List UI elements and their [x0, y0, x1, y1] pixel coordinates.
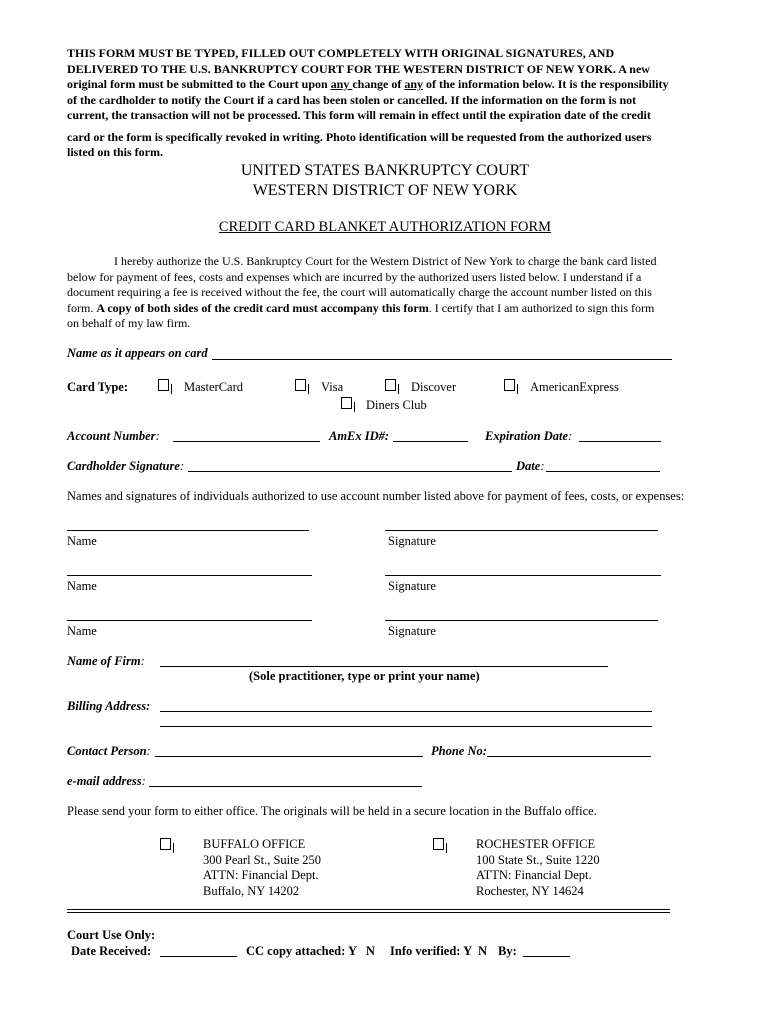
mastercard-label: MasterCard — [184, 380, 244, 394]
notice-line: THIS FORM MUST BE TYPED, FILLED OUT COMPLETELY WITH ORIGINAL SIGNATURES, AND — [67, 46, 615, 60]
name-on-card-input[interactable] — [212, 359, 672, 360]
auth-line: on behalf of my law firm. — [67, 316, 191, 330]
court-name: UNITED STATES BANKRUPTCY COURT — [240, 162, 530, 179]
card-type-label: Card Type: — [67, 380, 128, 394]
by-input[interactable] — [523, 956, 570, 957]
email-label: e-mail address: — [67, 774, 146, 788]
address-line: 100 State St., Suite 1220 — [476, 852, 600, 867]
name-label: Name — [67, 534, 97, 548]
info-verified-label: Info verified: Y N — [390, 944, 487, 958]
name-label: Name — [67, 579, 97, 593]
authorized-signature-input-2[interactable] — [385, 575, 661, 576]
address-line: ATTN: Financial Dept. — [203, 868, 319, 882]
authorized-signature-input-1[interactable] — [385, 530, 658, 531]
notice-line: card or the form is specifically revoked in writing. Photo identification will be requested from the authorized users — [67, 129, 652, 144]
diners-checkbox[interactable] — [341, 397, 352, 409]
date-label: Date: — [516, 459, 545, 473]
name-label: Name — [67, 624, 97, 638]
date-received-input[interactable] — [160, 956, 237, 957]
expiration-label: Expiration Date: — [485, 429, 573, 443]
court-district: WESTERN DISTRICT OF NEW YORK — [252, 182, 518, 199]
visa-checkbox[interactable] — [295, 379, 306, 391]
offices-intro: Please send your form to either office. The originals will be held in a secure location in the Buffalo office. — [67, 804, 597, 818]
signature-label: Signature — [388, 624, 436, 638]
address-line: ATTN: Financial Dept. — [476, 868, 592, 882]
phone-input[interactable] — [487, 756, 651, 757]
cc-copy-label: CC copy attached: Y N — [246, 944, 375, 958]
visa-label: Visa — [321, 380, 344, 394]
billing-address-label: Billing Address: — [67, 699, 151, 713]
signature-label: Signature — [388, 534, 436, 548]
section-divider — [67, 909, 670, 913]
address-line: 300 Pearl St., Suite 250 — [203, 852, 322, 867]
account-number-label: Account Number: — [67, 429, 160, 443]
amex-id-label: AmEx ID#: — [329, 429, 390, 443]
firm-name-label: Name of Firm: — [67, 654, 145, 668]
address-line: ROCHESTER OFFICE — [476, 837, 596, 851]
auth-line: document requiring a fee is received without the fee, the court will automatically charge the account number listed on this — [67, 285, 652, 299]
authorized-name-input-2[interactable] — [67, 575, 312, 576]
auth-line: I hereby authorize the U.S. Bankruptcy Court for the Western District of New York to charge the bank card listed — [114, 254, 657, 268]
email-input[interactable] — [149, 786, 422, 787]
auth-line: below for payment of fees, costs and expenses which are incurred by the authorized users listed below. I understand if a — [67, 269, 642, 284]
discover-label: Discover — [411, 380, 457, 394]
buffalo-office-checkbox[interactable] — [160, 838, 171, 850]
notice-line: listed on this form. — [67, 145, 163, 159]
date-input[interactable] — [546, 471, 660, 472]
discover-checkbox[interactable] — [385, 379, 396, 391]
buffalo-office-address — [203, 837, 321, 899]
phone-label: Phone No: — [431, 744, 487, 758]
address-line: Rochester, NY 14624 — [476, 883, 584, 898]
notice-line: DELIVERED TO THE U.S. BANKRUPTCY COURT FOR THE WESTERN DISTRICT OF NEW YORK. A new — [67, 61, 650, 76]
notice-block — [67, 46, 717, 161]
amex-checkbox[interactable] — [504, 379, 515, 391]
contact-person-label: Contact Person: — [67, 744, 151, 758]
sole-practitioner-note: (Sole practitioner, type or print your name) — [249, 669, 480, 683]
date-received-label: Date Received: — [71, 944, 152, 958]
cardholder-signature-input[interactable] — [188, 471, 512, 472]
authorized-name-input-3[interactable] — [67, 620, 312, 621]
cardholder-signature-label: Cardholder Signature: — [67, 459, 185, 473]
expiration-input[interactable] — [579, 441, 661, 442]
court-use-title: Court Use Only: — [67, 928, 156, 942]
name-on-card-label: Name as it appears on card — [67, 346, 208, 360]
amex-id-input[interactable] — [393, 441, 468, 442]
signature-label: Signature — [388, 579, 436, 593]
amex-label: AmericanExpress — [530, 380, 619, 394]
address-line: BUFFALO OFFICE — [203, 837, 306, 851]
court-header — [0, 161, 770, 201]
authorized-users-intro: Names and signatures of individuals authorized to use account number listed above for payment of fees, costs, or expenses: — [67, 489, 685, 503]
billing-address-input-2[interactable] — [160, 726, 652, 727]
mastercard-checkbox[interactable] — [158, 379, 169, 391]
authorized-name-input-1[interactable] — [67, 530, 309, 531]
rochester-office-checkbox[interactable] — [433, 838, 444, 850]
rochester-office-address — [476, 837, 600, 899]
diners-label: Diners Club — [366, 398, 427, 412]
notice-line: current, the transaction will not be processed. This form will remain in effect until the expiration date of the credit — [67, 108, 651, 122]
by-label: By: — [498, 944, 517, 958]
address-line: Buffalo, NY 14202 — [203, 883, 300, 898]
contact-person-input[interactable] — [155, 756, 423, 757]
form-title: CREDIT CARD BLANKET AUTHORIZATION FORM — [218, 219, 552, 235]
billing-address-input-1[interactable] — [160, 711, 652, 712]
authorized-signature-input-3[interactable] — [385, 620, 658, 621]
authorization-paragraph — [67, 254, 707, 332]
account-number-input[interactable] — [173, 441, 320, 442]
notice-line: of the cardholder to notify the Court if a card has been stolen or cancelled. If the information on the form is not — [67, 92, 637, 107]
firm-name-input[interactable] — [160, 666, 608, 667]
auth-line: form. A copy of both sides of the credit card must accompany this form. I certify that I am authorized to sign this form — [67, 300, 655, 315]
notice-line: original form must be submitted to the Court upon any change of any of the information below. It is the responsibility — [67, 77, 669, 91]
